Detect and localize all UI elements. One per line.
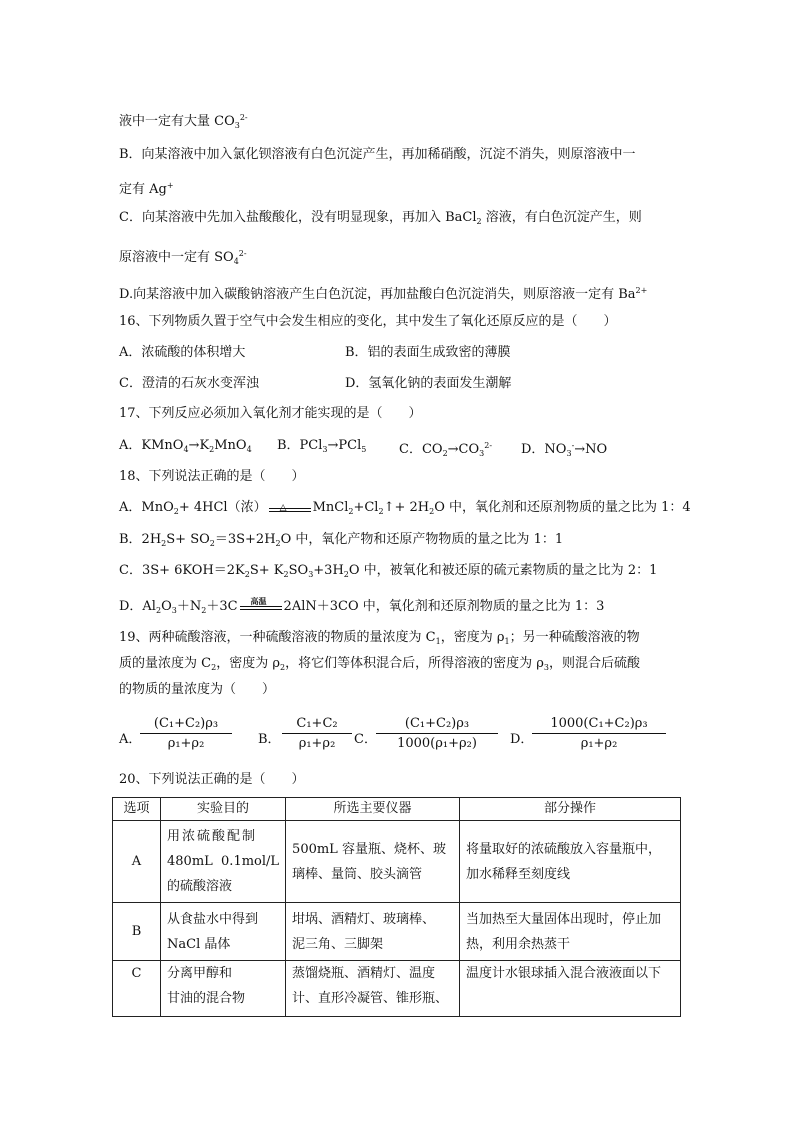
cell-goal (161, 961, 286, 1017)
q15-option-b-line1: B．向某溶液中加入氯化钡溶液有白色沉淀产生，再加稀硝酸，沉淀不消失，则原溶液中一 (119, 147, 636, 162)
q16-option-d: D．氢氧化钠的表面发生潮解 (345, 376, 512, 391)
q17-option-d: D．$NO_3^-\to NO$ (521, 441, 608, 458)
q19-stem-line3: 的物质的量浓度为（ ） (119, 682, 276, 697)
cell-line: 用浓硫酸配制 (167, 829, 258, 844)
cell-line: 坩埚、酒精灯、玻璃棒、 (292, 911, 436, 927)
q17-stem: 17、下列反应必须加入氧化剂才能实现的是（ ） (119, 406, 422, 421)
q19-option-a-fraction (140, 716, 232, 751)
q17-option-b: B．PCl$_3$→PCl$_5$ (277, 438, 367, 454)
cell-option: A (113, 821, 161, 903)
cell-line: 加水稀释至刻度线 (466, 866, 571, 882)
header-operation: 部分操作 (460, 798, 681, 821)
fraction-denominator: ρ₁+ρ₂ (580, 736, 618, 751)
fraction-denominator: ρ₁+ρ₂ (298, 736, 336, 751)
fraction-numerator: (C₁+C₂)ρ₃ (404, 716, 470, 731)
q18-option-a: A．MnO$_2$+ 4HCl（浓） △ $MnCl_2+Cl_2↑+ 2H_2O$ 中，氧化剂和还原剂物质的量之比为 1：4 (119, 500, 691, 516)
q19-option-c-fraction (376, 716, 498, 751)
q19-option-b-fraction (282, 716, 352, 751)
cell-option: B (113, 903, 161, 961)
q20-stem: 20、下列说法正确的是（ ） (119, 772, 305, 787)
cell-operation (460, 821, 681, 903)
fraction-denominator: ρ₁+ρ₂ (167, 736, 205, 751)
cell-line: 480mL 0.1mol/L (167, 854, 280, 869)
q16-stem: 16、下列物质久置于空气中会发生相应的变化，其中发生了氧化还原反应的是（ ） (119, 314, 617, 329)
cell-line: 甘油的混合物 (167, 991, 246, 1006)
cell-line: 泥三角、三脚架 (292, 936, 384, 952)
fraction-bar (140, 733, 232, 734)
q19-option-b-label: B． (258, 732, 281, 747)
cell-operation (460, 903, 681, 961)
q16-option-b: B．铝的表面生成致密的薄膜 (345, 345, 511, 360)
q17-option-c: C．$CO_2\to CO_3^{2-}$ (399, 441, 493, 458)
fraction-bar (376, 733, 498, 734)
header-option: 选项 (113, 798, 161, 821)
header-instruments: 所选主要仪器 (286, 798, 460, 821)
cell-line: 计、直形冷凝管、锥形瓶、 (292, 991, 449, 1006)
fraction-bar (282, 733, 352, 734)
q15-option-d: D.向某溶液中加入碳酸钠溶液产生白色沉淀，再加盐酸白色沉淀消失，则原溶液一定有 $Ba^{2+}$ (119, 286, 648, 302)
fraction-bar (532, 733, 666, 734)
q15-option-c-line2: 原溶液中一定有 $SO_4^{2-}$ (119, 249, 247, 266)
fraction-numerator: (C₁+C₂)ρ₃ (153, 716, 219, 731)
cell-line: NaCl 晶体 (167, 936, 231, 952)
cell-line: 璃棒、量筒、胶头滴管 (292, 866, 423, 882)
q19-option-c-label: C． (354, 732, 377, 747)
q15-option-c-line1: C．向某溶液中先加入盐酸酸化，没有明显现象，再加入 BaCl$_2$ 溶液，有白色沉淀产生，则 (119, 210, 642, 226)
q15-option-b-line2: 定有 Ag+ (119, 181, 174, 197)
q18-stem: 18、下列说法正确的是（ ） (119, 469, 305, 484)
cell-instruments (286, 821, 460, 903)
table-row (113, 821, 681, 903)
q17-option-a: A．$KMnO_4\to K_2MnO_4$ (119, 438, 252, 454)
cell-line: 500mL 容量瓶、烧杯、玻 (292, 841, 446, 857)
cell-option: C (113, 961, 161, 1017)
cell-instruments (286, 961, 460, 1017)
fraction-numerator: C₁+C₂ (296, 716, 338, 731)
cell-line: 分离甲醇和 (167, 966, 233, 981)
cell-line: 蒸馏烧瓶、酒精灯、温度 (292, 966, 436, 981)
q16-option-c: C．澄清的石灰水变浑浊 (119, 376, 259, 391)
q18-option-c: C．$3S+ 6KOH=2K_2S+ K_2SO_3+3H_2O$ 中，被氧化和被还原的硫元素物质的量之比为 2：1 (119, 563, 658, 579)
high-temperature-condition: 高温 (238, 600, 284, 614)
cell-instruments (286, 903, 460, 961)
q19-option-d-fraction (532, 716, 666, 751)
q18-option-b: B．$2H_2S+ SO_2=3S+2H_2O$ 中，氧化产物和还原产物物质的量之比为 1：1 (119, 532, 564, 548)
cell-goal (161, 821, 286, 903)
cell-line: 温度计水银球插入混合液液面以下 (466, 966, 662, 981)
q16-option-a: A．浓硫酸的体积增大 (119, 345, 246, 360)
q19-option-d-label: D． (510, 732, 534, 747)
q19-stem-line1: 19、两种硫酸溶液，一种硫酸溶液的物质的量浓度为 $C_1$，密度为 $\rho_1$；另一种硫酸溶液的物 (119, 630, 640, 646)
cell-line: 从食盐水中得到 (167, 911, 259, 927)
heat-equilibrium-arrow: △ (267, 501, 313, 515)
q20-table (112, 797, 681, 1017)
q19-option-a-label: A． (119, 732, 142, 747)
table-header-row (113, 798, 681, 821)
cell-operation (460, 961, 681, 1017)
q19-stem-line2: 质的量浓度为 $C_2$，密度为 $\rho_2$，将它们等体积混合后，所得溶液的密度为 $\rho_3$，则混合后硫酸 (119, 656, 640, 672)
q15-option-a-continued: 液中一定有大量 $CO_3^{2-}$ (119, 113, 248, 130)
fraction-numerator: 1000(C₁+C₂)ρ₃ (550, 716, 648, 731)
table-row (113, 903, 681, 961)
fraction-denominator: 1000(ρ₁+ρ₂) (397, 736, 477, 751)
cell-line: 当加热至大量固体出现时，停止加 (466, 911, 662, 927)
cell-line: 的硫酸溶液 (167, 879, 233, 894)
q18-option-d: D．$Al_2O_3+N_2+3C$ 高温 2AlN＋3CO 中，氧化剂和还原剂物质的量之比为 1：3 (119, 595, 605, 615)
cell-goal (161, 903, 286, 961)
header-goal: 实验目的 (161, 798, 286, 821)
cell-line: 热，利用余热蒸干 (466, 936, 571, 952)
cell-line: 将量取好的浓硫酸放入容量瓶中， (466, 841, 662, 857)
table-row (113, 961, 681, 1017)
